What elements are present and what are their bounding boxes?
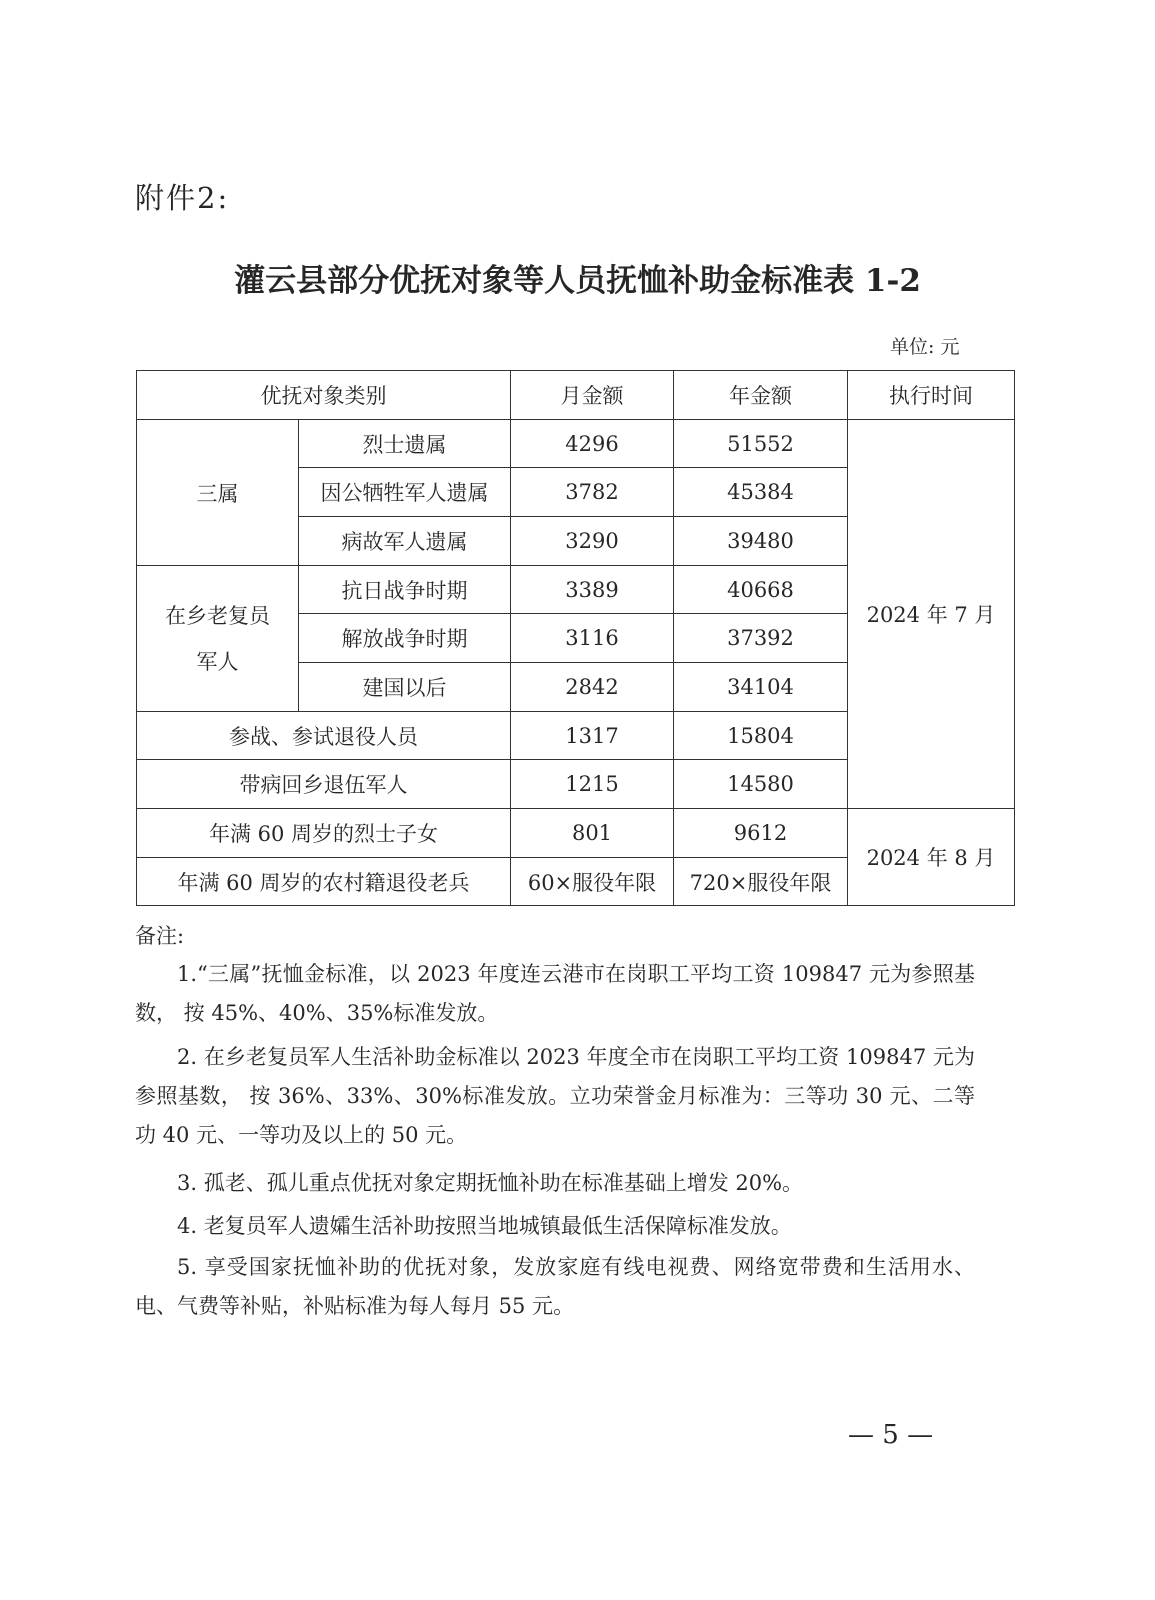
table-header-row xyxy=(137,371,1015,420)
group-veteran-line1: 在乡老复员 xyxy=(165,603,270,628)
row-category: 建国以后 xyxy=(299,663,511,712)
row-category: 抗日战争时期 xyxy=(299,566,511,614)
row-category: 年满 60 周岁的烈士子女 xyxy=(137,809,511,858)
table-row xyxy=(137,809,1015,858)
row-yearly: 720×服役年限 xyxy=(674,858,848,906)
row-monthly: 1215 xyxy=(511,760,674,809)
row-monthly: 3116 xyxy=(511,614,674,663)
note-item-3: 3. 孤老、孤儿重点优抚对象定期抚恤补助在标准基础上增发 20%。 xyxy=(177,1171,804,1195)
row-category: 年满 60 周岁的农村籍退役老兵 xyxy=(137,858,511,906)
row-monthly: 801 xyxy=(511,809,674,858)
notes-heading: 备注: xyxy=(135,924,185,948)
header-yearly: 年金额 xyxy=(674,371,848,420)
row-yearly: 45384 xyxy=(674,468,848,517)
row-yearly: 39480 xyxy=(674,517,848,566)
row-category: 解放战争时期 xyxy=(299,614,511,663)
note-item-2: 2. 在乡老复员军人生活补助金标准以 2023 年度全市在岗职工平均工资 109847 元为参照基数， 按 36%、33%、30%标准发放。立功荣誉金月标准为：三等功 30 元、二等功 40 元、一等功及以上的 50 元。 xyxy=(135,1045,975,1147)
group-sanshu: 三属 xyxy=(137,420,299,566)
effective-date-july: 2024 年 7 月 xyxy=(848,420,1015,809)
row-category: 带病回乡退伍军人 xyxy=(137,760,511,809)
row-monthly: 3389 xyxy=(511,566,674,614)
row-monthly: 1317 xyxy=(511,712,674,760)
row-yearly: 51552 xyxy=(674,420,848,468)
attachment-label: 附件2: xyxy=(135,181,230,215)
row-monthly: 4296 xyxy=(511,420,674,468)
row-yearly: 9612 xyxy=(674,809,848,858)
note-item-5: 5. 享受国家抚恤补助的优抚对象，发放家庭有线电视费、网络宽带费和生活用水、电、气费等补贴，补贴标准为每人每月 55 元。 xyxy=(135,1255,975,1318)
note-item-4: 4. 老复员军人遗孀生活补助按照当地城镇最低生活保障标准发放。 xyxy=(177,1214,792,1238)
row-category: 病故军人遗属 xyxy=(299,517,511,566)
note-item-1: 1.“三属”抚恤金标准，以 2023 年度连云港市在岗职工平均工资 109847 元为参照基数， 按 45%、40%、35%标准发放。 xyxy=(135,962,975,1025)
page-number: — 5 — xyxy=(848,1420,934,1450)
row-category: 因公牺牲军人遗属 xyxy=(299,468,511,517)
group-veteran xyxy=(137,566,299,712)
row-yearly: 37392 xyxy=(674,614,848,663)
row-monthly: 3290 xyxy=(511,517,674,566)
table-row xyxy=(137,420,1015,468)
subsidy-table xyxy=(136,370,1015,906)
row-monthly: 3782 xyxy=(511,468,674,517)
row-category: 参战、参试退役人员 xyxy=(137,712,511,760)
effective-date-august: 2024 年 8 月 xyxy=(848,809,1015,906)
header-category: 优抚对象类别 xyxy=(137,371,511,420)
row-yearly: 40668 xyxy=(674,566,848,614)
row-yearly: 15804 xyxy=(674,712,848,760)
group-veteran-line2: 军人 xyxy=(196,649,239,674)
header-monthly: 月金额 xyxy=(511,371,674,420)
unit-label: 单位: 元 xyxy=(890,336,960,358)
row-category: 烈士遗属 xyxy=(299,420,511,468)
document-title: 灌云县部分优抚对象等人员抚恤补助金标准表 1-2 xyxy=(234,263,921,299)
row-yearly: 14580 xyxy=(674,760,848,809)
row-yearly: 34104 xyxy=(674,663,848,712)
header-effective: 执行时间 xyxy=(848,371,1015,420)
row-monthly: 60×服役年限 xyxy=(511,858,674,906)
row-monthly: 2842 xyxy=(511,663,674,712)
